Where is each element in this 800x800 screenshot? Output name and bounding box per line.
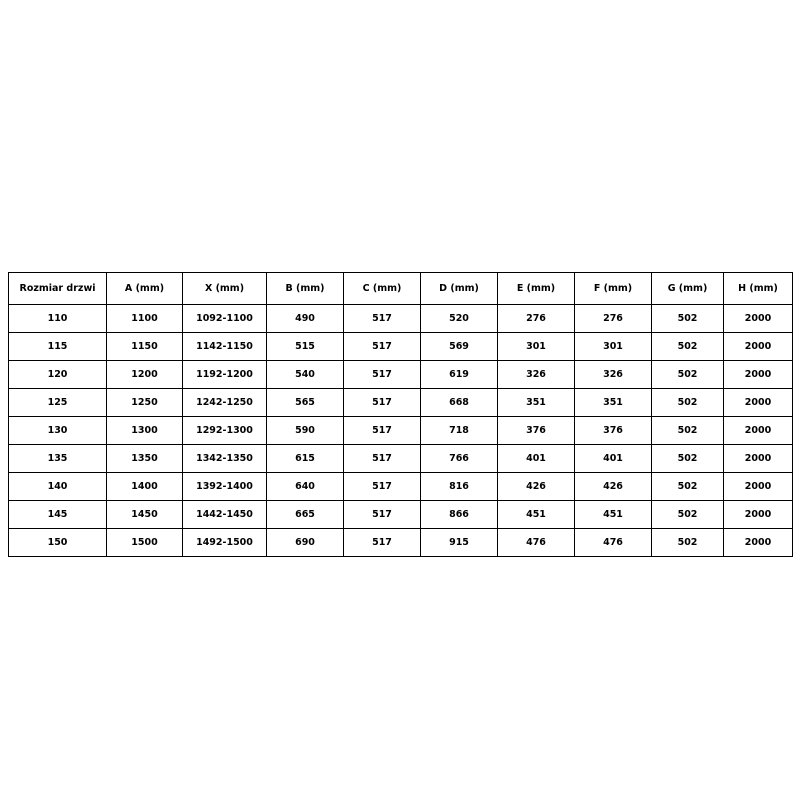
column-header-e: E (mm)	[498, 273, 575, 305]
cell-g: 502	[652, 417, 724, 445]
cell-e: 426	[498, 473, 575, 501]
cell-h: 2000	[724, 305, 793, 333]
column-header-d: D (mm)	[421, 273, 498, 305]
column-header-rozmiar-drzwi: Rozmiar drzwi	[9, 273, 107, 305]
cell-x: 1292-1300	[183, 417, 267, 445]
cell-a: 1400	[107, 473, 183, 501]
cell-d: 569	[421, 333, 498, 361]
cell-c: 517	[344, 473, 421, 501]
table-row	[9, 361, 793, 389]
cell-a: 1250	[107, 389, 183, 417]
cell-e: 376	[498, 417, 575, 445]
cell-d: 619	[421, 361, 498, 389]
cell-x: 1242-1250	[183, 389, 267, 417]
cell-b: 690	[267, 529, 344, 557]
cell-g: 502	[652, 501, 724, 529]
cell-size: 130	[9, 417, 107, 445]
cell-h: 2000	[724, 333, 793, 361]
cell-d: 520	[421, 305, 498, 333]
cell-e: 276	[498, 305, 575, 333]
door-size-spec-table-container	[8, 272, 792, 557]
cell-x: 1092-1100	[183, 305, 267, 333]
cell-f: 326	[575, 361, 652, 389]
cell-x: 1342-1350	[183, 445, 267, 473]
table-row	[9, 445, 793, 473]
cell-b: 540	[267, 361, 344, 389]
cell-x: 1142-1150	[183, 333, 267, 361]
cell-f: 401	[575, 445, 652, 473]
column-header-f: F (mm)	[575, 273, 652, 305]
table-row	[9, 417, 793, 445]
cell-b: 565	[267, 389, 344, 417]
cell-g: 502	[652, 361, 724, 389]
cell-e: 326	[498, 361, 575, 389]
cell-b: 490	[267, 305, 344, 333]
cell-a: 1350	[107, 445, 183, 473]
cell-f: 426	[575, 473, 652, 501]
cell-e: 401	[498, 445, 575, 473]
cell-g: 502	[652, 305, 724, 333]
cell-b: 615	[267, 445, 344, 473]
cell-size: 145	[9, 501, 107, 529]
cell-f: 301	[575, 333, 652, 361]
table-header-row	[9, 273, 793, 305]
cell-size: 125	[9, 389, 107, 417]
cell-a: 1450	[107, 501, 183, 529]
cell-d: 915	[421, 529, 498, 557]
table-row	[9, 305, 793, 333]
column-header-b: B (mm)	[267, 273, 344, 305]
cell-size: 110	[9, 305, 107, 333]
cell-b: 665	[267, 501, 344, 529]
cell-f: 451	[575, 501, 652, 529]
table-head	[9, 273, 793, 305]
cell-e: 351	[498, 389, 575, 417]
table-body	[9, 305, 793, 557]
cell-a: 1500	[107, 529, 183, 557]
cell-h: 2000	[724, 529, 793, 557]
cell-h: 2000	[724, 361, 793, 389]
cell-c: 517	[344, 333, 421, 361]
cell-d: 766	[421, 445, 498, 473]
cell-e: 476	[498, 529, 575, 557]
column-header-x: X (mm)	[183, 273, 267, 305]
cell-x: 1192-1200	[183, 361, 267, 389]
cell-e: 451	[498, 501, 575, 529]
cell-f: 476	[575, 529, 652, 557]
table-row	[9, 473, 793, 501]
cell-c: 517	[344, 361, 421, 389]
cell-c: 517	[344, 445, 421, 473]
cell-d: 718	[421, 417, 498, 445]
cell-b: 640	[267, 473, 344, 501]
cell-size: 140	[9, 473, 107, 501]
cell-h: 2000	[724, 445, 793, 473]
cell-d: 816	[421, 473, 498, 501]
cell-a: 1300	[107, 417, 183, 445]
cell-f: 276	[575, 305, 652, 333]
table-row	[9, 389, 793, 417]
column-header-h: H (mm)	[724, 273, 793, 305]
cell-size: 150	[9, 529, 107, 557]
cell-a: 1150	[107, 333, 183, 361]
column-header-c: C (mm)	[344, 273, 421, 305]
table-row	[9, 501, 793, 529]
cell-c: 517	[344, 305, 421, 333]
cell-e: 301	[498, 333, 575, 361]
cell-f: 376	[575, 417, 652, 445]
column-header-a: A (mm)	[107, 273, 183, 305]
cell-size: 115	[9, 333, 107, 361]
cell-x: 1392-1400	[183, 473, 267, 501]
cell-b: 590	[267, 417, 344, 445]
cell-b: 515	[267, 333, 344, 361]
cell-c: 517	[344, 389, 421, 417]
cell-c: 517	[344, 501, 421, 529]
cell-g: 502	[652, 473, 724, 501]
cell-c: 517	[344, 417, 421, 445]
cell-g: 502	[652, 445, 724, 473]
cell-a: 1100	[107, 305, 183, 333]
door-size-spec-table	[8, 272, 793, 557]
column-header-g: G (mm)	[652, 273, 724, 305]
cell-g: 502	[652, 529, 724, 557]
cell-h: 2000	[724, 501, 793, 529]
table-row	[9, 529, 793, 557]
cell-d: 866	[421, 501, 498, 529]
cell-h: 2000	[724, 473, 793, 501]
cell-g: 502	[652, 389, 724, 417]
cell-d: 668	[421, 389, 498, 417]
cell-a: 1200	[107, 361, 183, 389]
cell-size: 135	[9, 445, 107, 473]
cell-c: 517	[344, 529, 421, 557]
table-row	[9, 333, 793, 361]
cell-h: 2000	[724, 417, 793, 445]
cell-f: 351	[575, 389, 652, 417]
cell-x: 1492-1500	[183, 529, 267, 557]
cell-g: 502	[652, 333, 724, 361]
cell-h: 2000	[724, 389, 793, 417]
cell-x: 1442-1450	[183, 501, 267, 529]
cell-size: 120	[9, 361, 107, 389]
